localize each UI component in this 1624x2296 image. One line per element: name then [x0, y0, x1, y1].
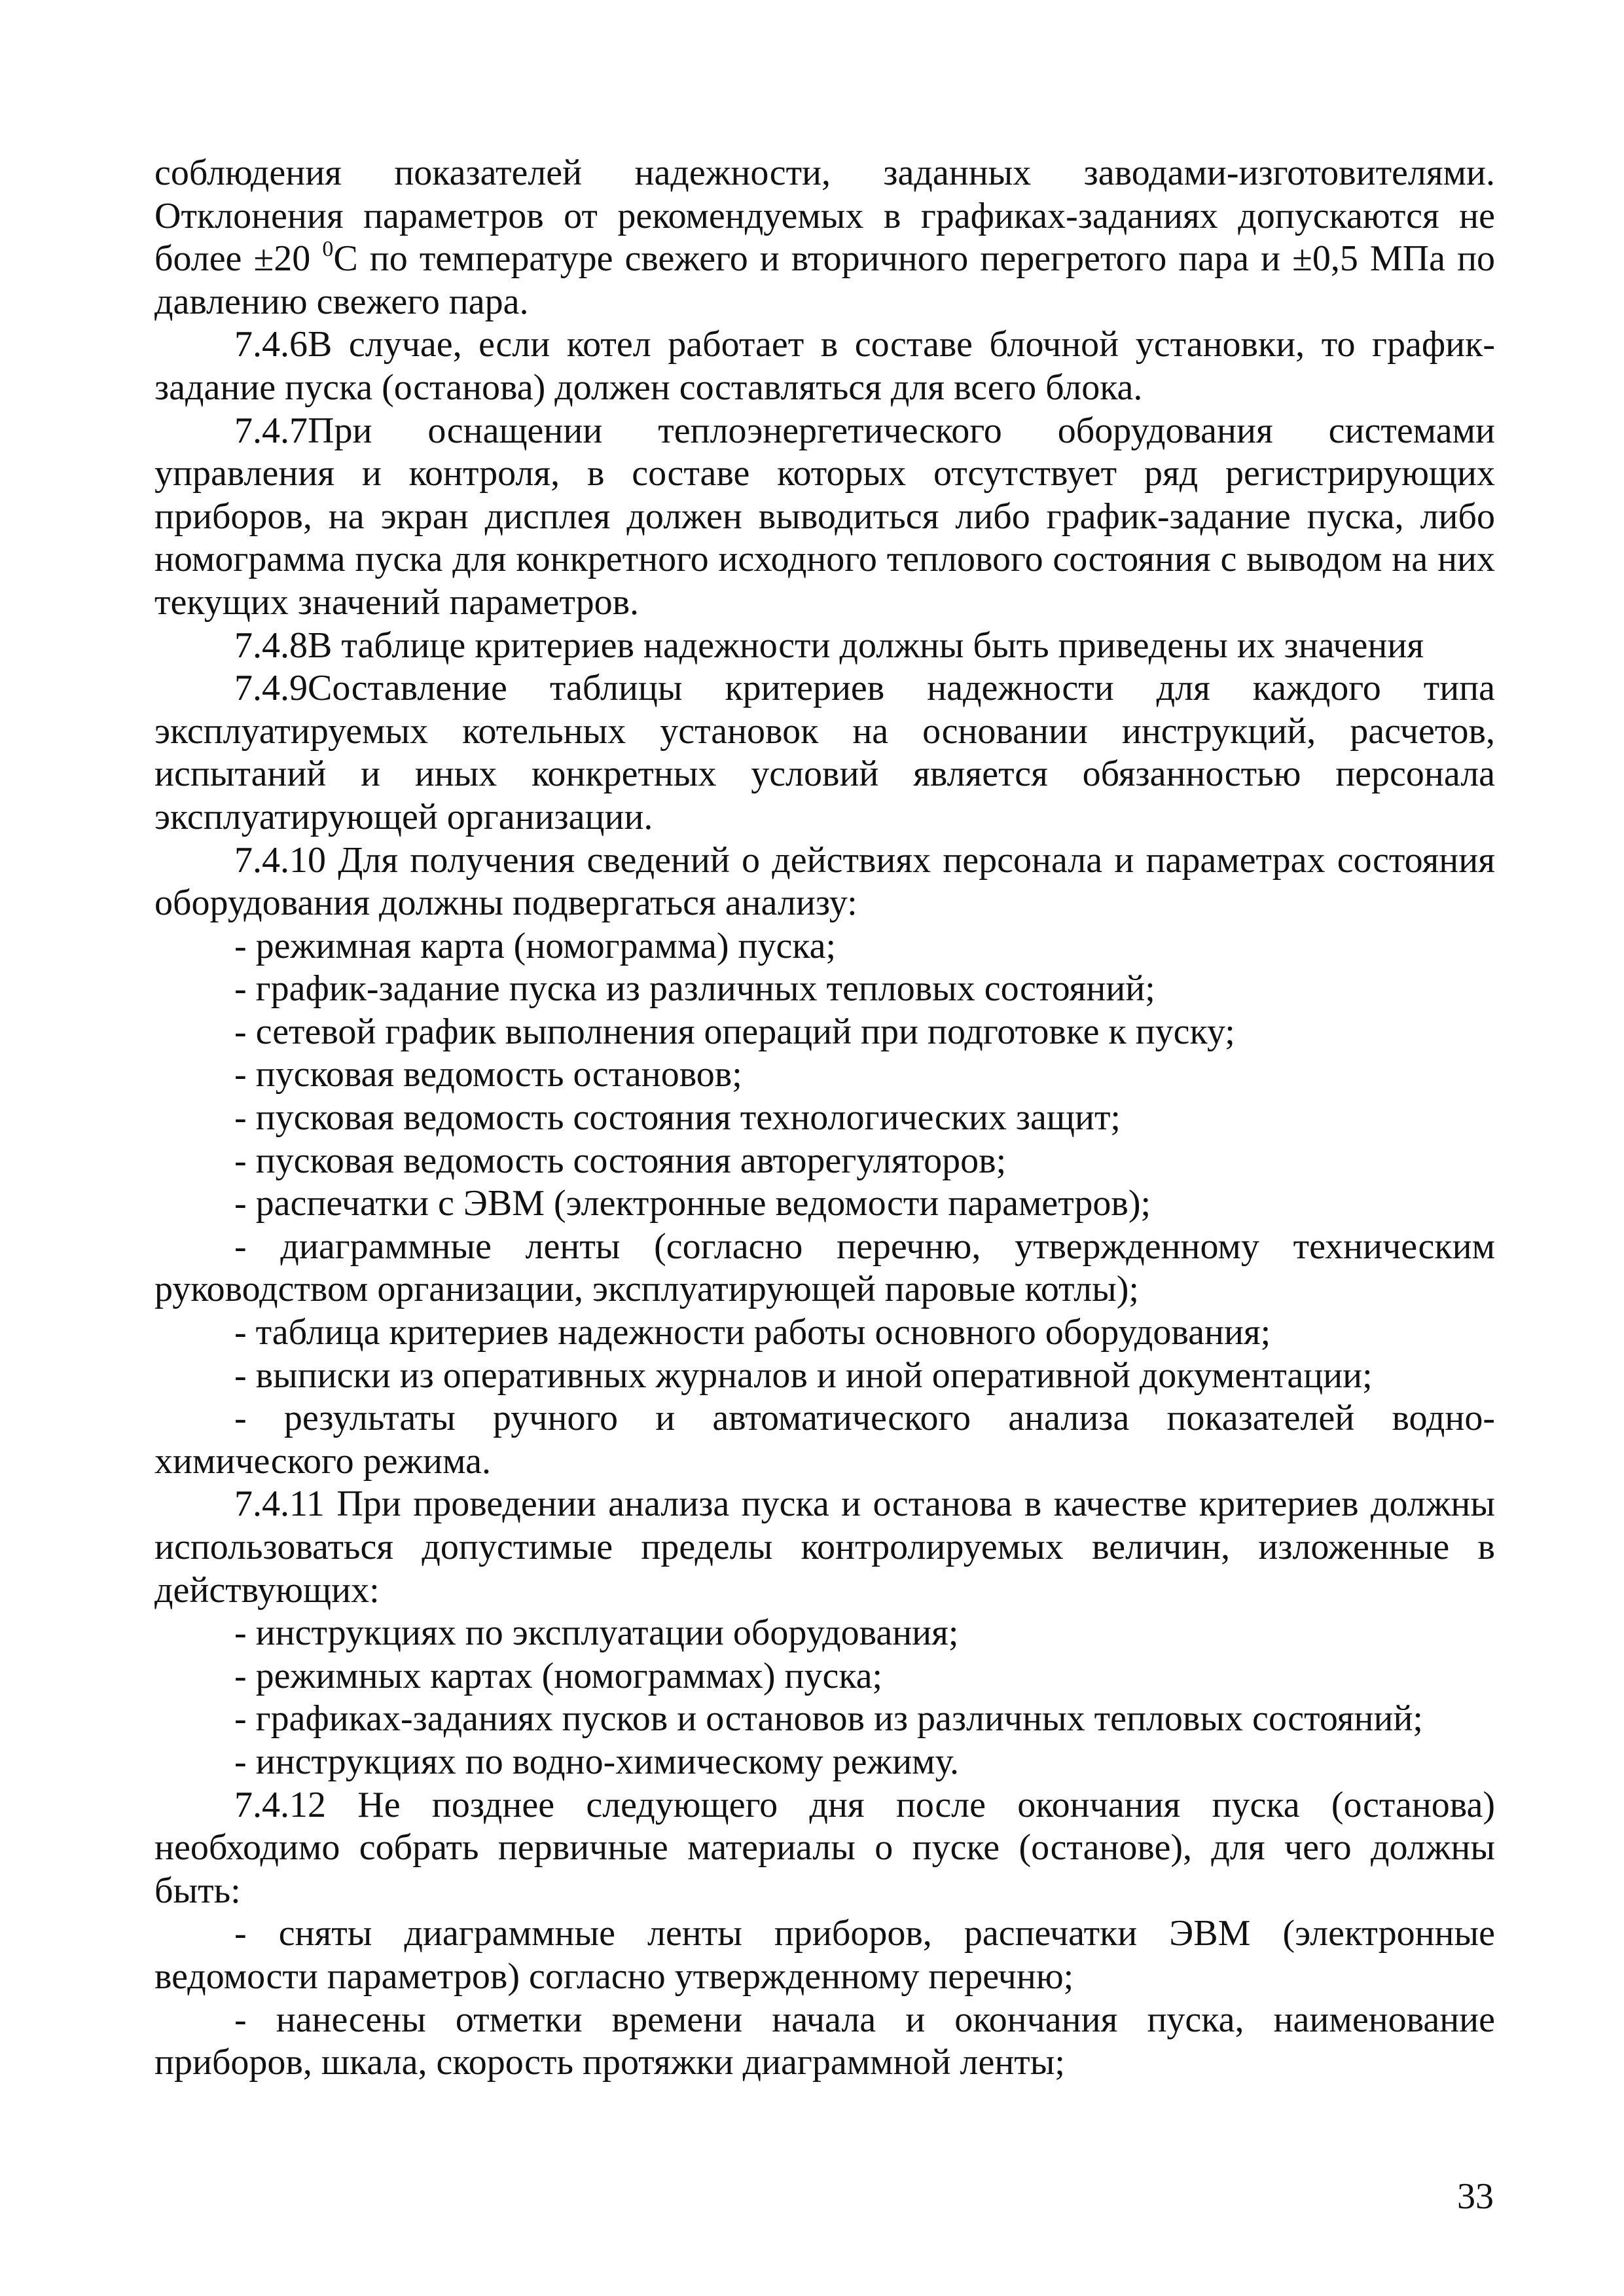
list-item: - инструкциях по эксплуатации оборудования; — [234, 1613, 959, 1654]
degree-superscript: 0 — [322, 237, 334, 262]
clause-7-4-12: 7.4.12 Не позднее следующего дня после окончания пуска (останова) необходимо собрать первичные материалы о пуске (останове), для чего должны быть: — [154, 1784, 1495, 1911]
clause-7-4-9: 7.4.9Составление таблицы критериев надежности для каждого типа эксплуатируемых котельных установок на основании инструкций, расчетов, испытаний и иных конкретных условий является обязанностью персонала эксплуатирующей организации. — [154, 668, 1495, 837]
clause-7-4-7: 7.4.7При оснащении теплоэнергетического оборудования системами управления и контроля, в составе которых отсутствует ряд регистрирующих приборов, на экран дисплея должен выводиться либо график-задание пуска, либо номограмма пуска для конкретного исходного теплового состояния с выводом на них текущих значений параметров. — [154, 410, 1495, 623]
list-item: - режимная карта (номограмма) пуска; — [234, 925, 837, 966]
list-item: - таблица критериев надежности работы основного оборудования; — [234, 1312, 1271, 1353]
list-item: - выписки из оперативных журналов и иной оперативной документации; — [234, 1355, 1373, 1396]
temperature-tolerance-value: ±20 — [253, 238, 311, 280]
clause-7-4-10: 7.4.10 Для получения сведений о действиях персонала и параметрах состояния оборудования должны подвергаться анализу: — [154, 839, 1495, 924]
list-item: - график-задание пуска из различных тепловых состояний; — [234, 968, 1155, 1010]
list-item: - пусковая ведомость состояния технологических защит; — [234, 1097, 1121, 1139]
list-item: - графиках-заданиях пусков и остановов из различных тепловых состояний; — [234, 1698, 1423, 1740]
list-item: - пусковая ведомость остановов; — [234, 1054, 742, 1095]
list-item: - пусковая ведомость состояния авторегуляторов; — [234, 1140, 1007, 1181]
clause-7-4-6: 7.4.6В случае, если котел работает в составе блочной установки, то график-задание пуска (останова) должен составляться для всего блока. — [154, 324, 1495, 408]
list-item: - инструкциях по водно-химическому режиму. — [234, 1741, 960, 1782]
paragraph-text: по температуре свежего и вторичного перегретого пара и ±0,5 МПа по давлению свежего пара. — [154, 238, 1496, 322]
clause-7-4-11: 7.4.11 При проведении анализа пуска и останова в качестве критериев должны использоваться допустимые пределы контролируемых величин, изложенные в действующих: — [154, 1484, 1495, 1611]
list-item: - сняты диаграммные ленты приборов, распечатки ЭВМ (электронные ведомости параметров) согласно утвержденному перечню; — [154, 1913, 1495, 1997]
list-item: - диаграммные ленты (согласно перечню, утвержденному техническим руководством организации, эксплуатирующей паровые котлы); — [154, 1226, 1495, 1310]
list-item: - режимных картах (номограммах) пуска; — [234, 1655, 883, 1696]
page-number: 33 — [1457, 2176, 1494, 2217]
paragraph-text: соблюдения показателей надежности, заданных заводами-изготовителями. Отклонения параметров от рекомендуемых в графиках-заданиях допускаются не более — [154, 153, 1495, 280]
paragraph-reliability-deviations — [154, 152, 1495, 323]
list-item: - распечатки с ЭВМ (электронные ведомости параметров); — [234, 1183, 1151, 1224]
document-body — [154, 152, 1495, 2085]
list-item: - результаты ручного и автоматического анализа показателей водно-химического режима. — [154, 1398, 1495, 1482]
list-item: - нанесены отметки времени начала и окончания пуска, наименование приборов, шкала, скорость протяжки диаграммной ленты; — [154, 1999, 1495, 2083]
temperature-unit: С — [333, 238, 358, 280]
list-item: - сетевой график выполнения операций при подготовке к пуску; — [234, 1011, 1235, 1052]
clause-7-4-8: 7.4.8В таблице критериев надежности должны быть приведены их значения — [234, 625, 1424, 666]
